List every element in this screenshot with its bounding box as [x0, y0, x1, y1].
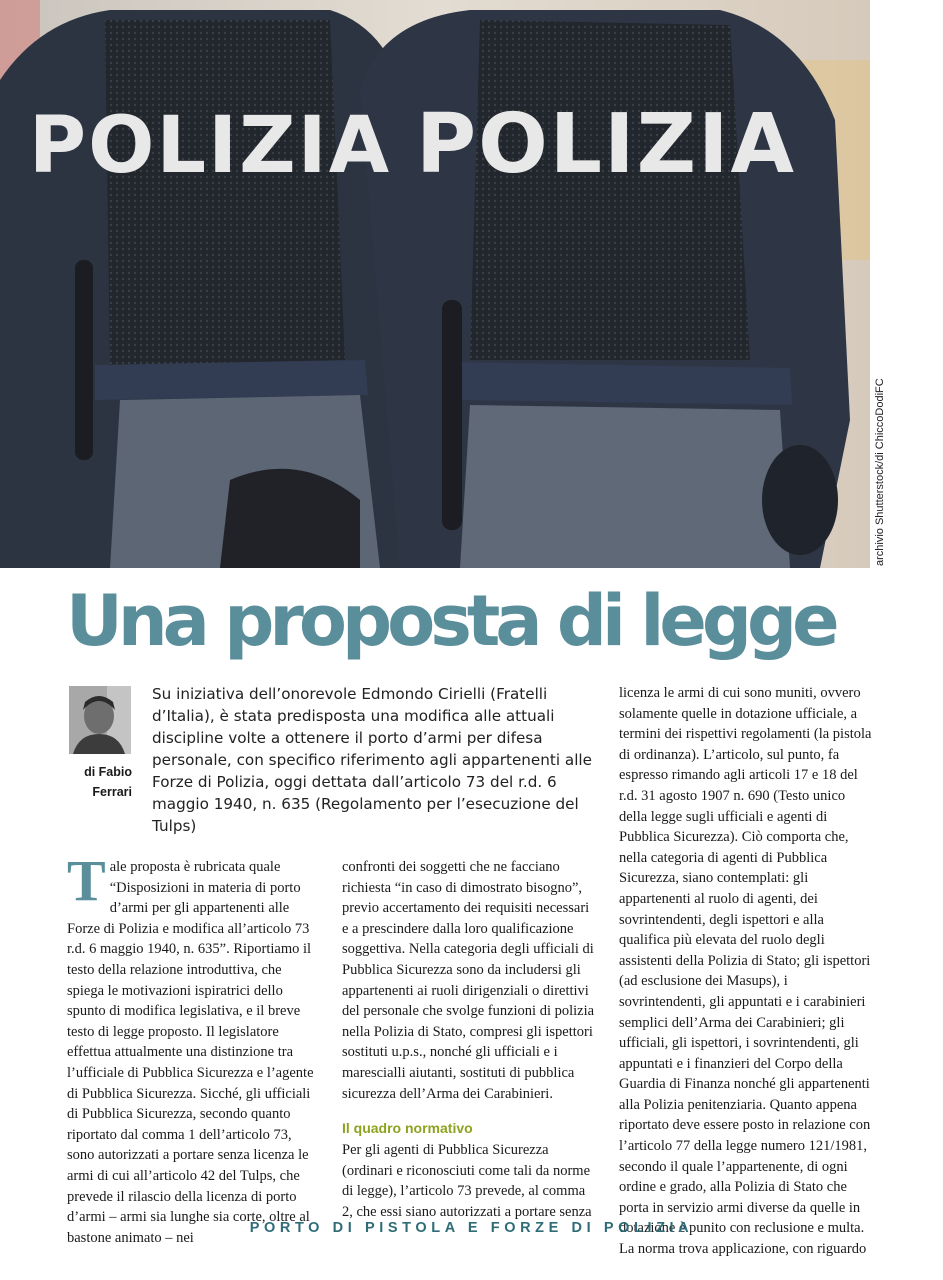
vest-lettering-right: POLIZIA	[416, 97, 796, 192]
section-subheading: Il quadro normativo	[342, 1120, 473, 1137]
drop-cap: T	[67, 848, 106, 913]
vest-lettering-left: POLIZIA	[28, 101, 392, 191]
article-lead: Su iniziativa dell’onorevole Edmondo Cirielli (Fratelli d’Italia), è stata predisposta una modifica alle attuali discipline volte a ottenere il porto d’armi per difesa personale, con specifico riferimento agli appartenenti alle Forze di Polizia, oggi dettata dall’articolo 73 del r.d. 6 maggio 1940, n. 635 (Regolamento per l’esecuzione del Tulps)	[152, 685, 592, 835]
article-title: Una proposta di legge	[66, 580, 835, 662]
running-footer: PORTO DI PISTOLA E FORZE DI POLIZIA	[249, 1220, 694, 1236]
photo-credit-text: archivio Shutterstock/di ChiccoDodiFC	[874, 378, 886, 566]
body-paragraph: licenza le armi di cui sono muniti, ovvero solamente quelle in dotazione ufficiale, a termini dei rispettivi regolamenti (la pistola di ordinanza). L’articolo, sul punto, fa espresso rimando agli articoli 17 e 18 del r.d. 31 agosto 1907 n. 690 (Testo unico della legge sugli ufficiali e agenti di Pubblica Sicurezza). Ciò comporta che, nella categoria di agenti di Pubblica Sicurezza, siano contemplati: gli appartenenti al ruolo di agenti, dei sovrintendenti, degli ispettori e alla qualifica più elevata del ruolo degli assistenti della Polizia di Stato; gli ispettori (ad esclusione dei Masups), i sovrintendenti, gli appuntati e i carabinieri semplici dell’Arma dei Carabinieri; gli ufficiali, gli ispettori, i sovrintendenti, gli appuntati e i finanzieri del Corpo della Guardia di Finanza nonché gli appartenenti alla Polizia penitenziaria. Quanto appena riportato deve essere posto in relazione con l’articolo 77 della legge numero 121/1981, secondo il quale l’appartenente, di ogni ordine e grado, alla Polizia di Stato che porta in servizio armi diverse da quelle in dotazione è punito con reclusione e multa. La norma trova applicazione, con riguardo	[619, 685, 872, 1258]
photo-credit	[874, 378, 894, 766]
body-paragraph: Per gli agenti di Pubblica Sicurezza (ordinari e riconosciuti come tali da norme di legge), l’articolo 73 prevede, al comma 2, che essi siano autorizzati a portare senza	[342, 1142, 592, 1220]
body-paragraph: confronti dei soggetti che ne facciano richiesta “in caso di dimostrato bisogno”, previo accertamento dei requisiti necessari e a prescindere dalla loro qualificazione soggettiva. Nella categoria degli ufficiali di Pubblica Sicurezza sono da includersi gli appartenenti ai ruoli dirigenziali o direttivi del personale che svolge funzioni di polizia nella Polizia di Stato, compresi gli ispettori sostituti u.p.s., nonché gli ufficiali e i marescialli aiutanti, sostituti di pubblica sicurezza dell’Arma dei Carabinieri.	[342, 859, 595, 1102]
police-officers-illustration	[0, 0, 870, 568]
body-column-2	[342, 857, 597, 1223]
body-paragraph: ale proposta è rubricata quale “Disposizioni in materia di porto d’armi per gli appartenenti alle Forze di Polizia e modifica all’articolo 73 r.d. 6 maggio 1940, n. 635”. Riportiamo il testo della relazione introduttiva, che spiega le motivazioni ispiratrici dello spunto di modifica legislativa, e il breve testo di legge proposto. Il legislatore effettua attualmente una distinzione tra l’ufficiale di Pubblica Sicurezza e l’agente di Pubblica Sicurezza. Sicché, gli ufficiali di Pubblica Sicurezza, secondo quanto riportato dal comma 1 dell’articolo 73, sono autorizzati a portare senza licenza le armi di cui all’articolo 42 del Tulps, che prevede il rilascio della licenza di porto d’armi – armi sia lunghe sia corte, oltre al bastone animato – nei	[67, 859, 314, 1246]
body-column-1	[67, 848, 318, 1248]
author-byline: di Fabio Ferrari	[84, 765, 132, 799]
author-avatar	[69, 686, 131, 754]
body-column-3	[619, 683, 875, 1260]
hero-photo	[0, 0, 870, 568]
